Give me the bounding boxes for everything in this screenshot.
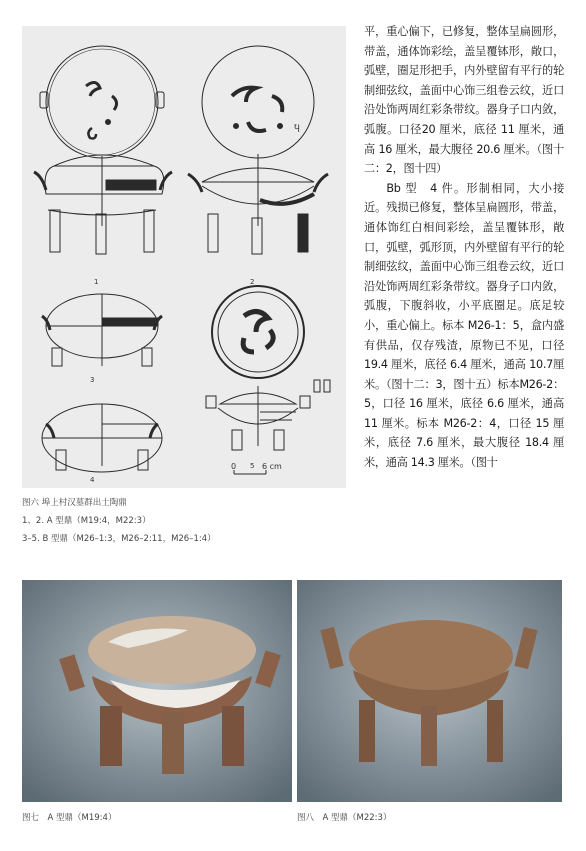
ding3-section-drawing [42,294,162,384]
body-paragraph-2: Bb 型 4 件。形制相同，大小接近。残损已修复，整体呈扁圆形，带盖，通体饰红白相间彩绘，盖呈覆钵形，敞口，弧壁，弧形顶，内外壁留有平行的轮制细弦纹，盖面中心饰三组卷云纹，近口沿处饰两周红彩条带纹。器身子口内敛，弧腹，下腹斜收，小平底圈足。底足较小，重心偏上。标本 M26-1：5，盒内盛有供品，仅存残渣，原物已不见，口径19.4 厘米，底径 6.4 厘米，通高 10.7厘米。（图十二：3，图十五）标本M26-2：5，口径 16 厘米，底径 6.6 厘米，通高 11 厘米。标本 M26-2：4，口径 15 厘米，底径 7.6 厘米，最大腹径 18.4 厘米，通高 14.3 厘米。（图十 [364,181,564,470]
ding5-section-drawing [206,380,330,470]
item-label-1: 1 [94,278,99,286]
ding-a-photo-m22 [297,580,562,802]
ding-line-drawings [22,26,346,488]
figure6-drawing-plate [22,26,346,488]
item-label-2: 2 [250,278,255,286]
scale-bar [231,462,282,474]
ding2-section-drawing [188,154,328,286]
figure6-caption-title: 图六 埠上村汉墓群出土陶鼎 [22,498,127,508]
ding1-top-view [40,46,164,158]
item-label-5: 5 [250,462,255,470]
item-label-4: 4 [90,476,95,484]
figure8-photo [297,580,562,802]
ding1-section-drawing [34,155,172,286]
item-label-3: 3 [90,376,95,384]
ding5-top-view [212,286,304,378]
figure8-caption: 图八 A 型鼎（M22:3） [297,813,392,823]
scale-end-label: 6 cm [262,462,282,471]
body-text-column [364,22,564,473]
figure7-photo [22,580,292,802]
ding2-top-view [202,46,314,158]
figure6-caption-line1: 1、2. A 型鼎（M19:4，M22:3） [22,516,151,526]
figure6-caption-line2: 3–5. B 型鼎（M26–1:3，M26–2:11，M26–1:4） [22,534,216,544]
body-paragraph-1: 平，重心偏下，已修复，整体呈扁圆形，带盖，通体饰彩绘，盖呈覆钵形，敞口，弧壁，圈足形把手，内外壁留有平行的轮制细弦纹，盖面中心饰三组卷云纹，近口沿处饰两周红彩条带纹。器身子口内敛，弧腹。口径20 厘米，底径 11 厘米，通高 16 厘米，最大腹径 20.6 厘米。（图十二：2，图十四） [364,25,564,176]
ding4-section-drawing [42,404,162,484]
figure7-caption: 图七 A 型鼎（M19:4） [22,813,117,823]
svg-text:Ⴏ: Ⴏ [294,125,300,135]
scale-zero-label: 0 [231,462,237,471]
ding-a-photo-m19 [22,580,292,802]
